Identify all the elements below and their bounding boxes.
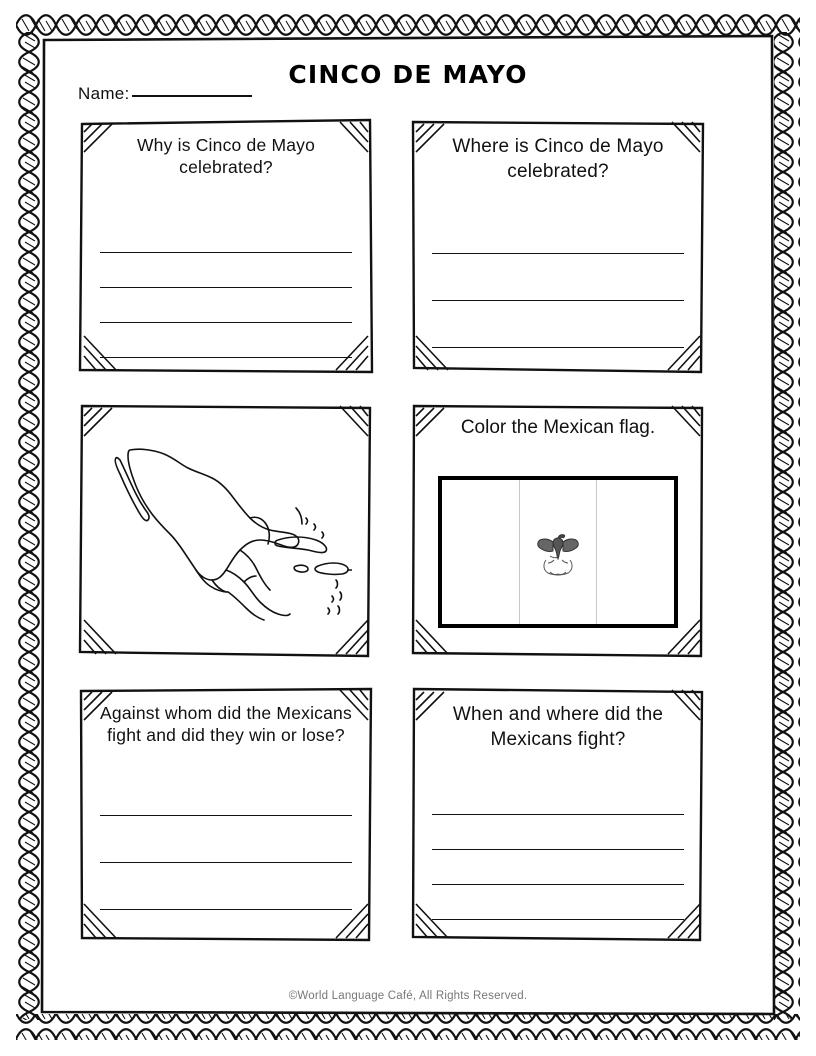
flag-instruction-text: Color the Mexican flag. [460, 417, 656, 438]
answer-line[interactable] [432, 884, 684, 885]
question-text: When and where did the Mexicans fight? [452, 704, 664, 750]
question-box-where-celebrated [408, 116, 708, 378]
name-input-line[interactable] [132, 95, 252, 97]
mexico-map-icon [100, 420, 352, 642]
answer-line[interactable] [100, 815, 352, 816]
flag-stripe-left [442, 480, 519, 624]
box-content [92, 130, 360, 364]
box-content [92, 698, 360, 932]
answer-lines[interactable] [432, 780, 684, 920]
flag-stripe-right [596, 480, 674, 624]
answer-lines[interactable] [100, 769, 352, 910]
copyright-footer: ©World Language Café, All Rights Reserved. [288, 990, 528, 1002]
box-content [92, 414, 360, 648]
box-content [424, 130, 692, 364]
answer-lines[interactable] [100, 218, 352, 358]
answer-lines[interactable] [432, 207, 684, 348]
answer-line[interactable] [432, 814, 684, 815]
answer-line[interactable] [100, 322, 352, 323]
answer-line[interactable] [100, 252, 352, 253]
question-box-against-whom [76, 684, 376, 946]
answer-line[interactable] [100, 357, 352, 358]
question-text: Why is Cinco de Mayo celebrated? [136, 135, 316, 177]
answer-line[interactable] [432, 849, 684, 850]
map-box [76, 400, 376, 662]
worksheet [52, 48, 764, 1008]
question-box-when-and-where [408, 684, 708, 946]
question-text: Where is Cinco de Mayo celebrated? [452, 136, 664, 182]
box-content [424, 698, 692, 932]
answer-line[interactable] [100, 287, 352, 288]
name-field-row [78, 84, 252, 104]
answer-line[interactable] [432, 919, 684, 920]
name-label: Name: [78, 84, 130, 103]
answer-line[interactable] [432, 300, 684, 301]
answer-line[interactable] [432, 253, 684, 254]
mexican-coat-of-arms-icon [530, 526, 586, 578]
answer-line[interactable] [100, 909, 352, 910]
question-box-why-celebrated [76, 116, 376, 378]
question-text: Against whom did the Mexicans fight and did they win or lose? [100, 703, 352, 745]
question-grid [52, 116, 764, 966]
answer-line[interactable] [432, 347, 684, 348]
answer-line[interactable] [100, 862, 352, 863]
page-title: CINCO DE MAYO [288, 60, 528, 89]
mexican-flag-outline[interactable] [438, 476, 678, 628]
flag-coloring-box [408, 400, 708, 662]
box-content [424, 414, 692, 648]
